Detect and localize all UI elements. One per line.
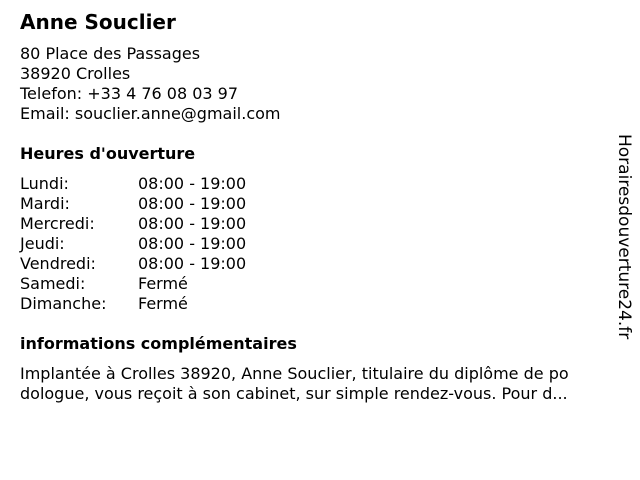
email: Email: souclier.anne@gmail.com bbox=[20, 104, 281, 123]
day-hours: 08:00 - 19:00 bbox=[138, 254, 247, 273]
extra-info-title: informations complémentaires bbox=[20, 334, 297, 353]
hours-row bbox=[20, 174, 246, 194]
day-hours: Fermé bbox=[138, 274, 188, 293]
day-label: Jeudi: bbox=[20, 234, 65, 253]
hours-row bbox=[20, 194, 246, 214]
day-hours: 08:00 - 19:00 bbox=[138, 174, 247, 193]
street-address: 80 Place des Passages bbox=[20, 44, 201, 63]
hours-row bbox=[20, 214, 246, 234]
description bbox=[20, 364, 620, 404]
day-hours: Fermé bbox=[138, 294, 188, 313]
hours-row bbox=[20, 294, 246, 314]
address-block bbox=[20, 44, 280, 124]
hours-row bbox=[20, 234, 246, 254]
hours-table bbox=[20, 174, 246, 314]
hours-row bbox=[20, 274, 246, 294]
day-hours: 08:00 - 19:00 bbox=[138, 234, 247, 253]
business-name: Anne Souclier bbox=[20, 10, 176, 34]
city: 38920 Crolles bbox=[20, 64, 131, 83]
day-label: Mercredi: bbox=[20, 214, 95, 233]
day-label: Lundi: bbox=[20, 174, 69, 193]
hours-row bbox=[20, 254, 246, 274]
day-hours: 08:00 - 19:00 bbox=[138, 214, 247, 233]
day-label: Mardi: bbox=[20, 194, 70, 213]
site-watermark: Horairesdouverture24.fr bbox=[614, 134, 634, 340]
description-line: Implantée à Crolles 38920, Anne Souclier, titulaire du diplôme de po bbox=[20, 364, 569, 383]
description-line: dologue, vous reçoit à son cabinet, sur simple rendez-vous. Pour d... bbox=[20, 384, 568, 403]
day-hours: 08:00 - 19:00 bbox=[138, 194, 247, 213]
day-label: Vendredi: bbox=[20, 254, 96, 273]
day-label: Dimanche: bbox=[20, 294, 107, 313]
day-label: Samedi: bbox=[20, 274, 86, 293]
hours-title: Heures d'ouverture bbox=[20, 144, 196, 163]
phone: Telefon: +33 4 76 08 03 97 bbox=[20, 84, 239, 103]
